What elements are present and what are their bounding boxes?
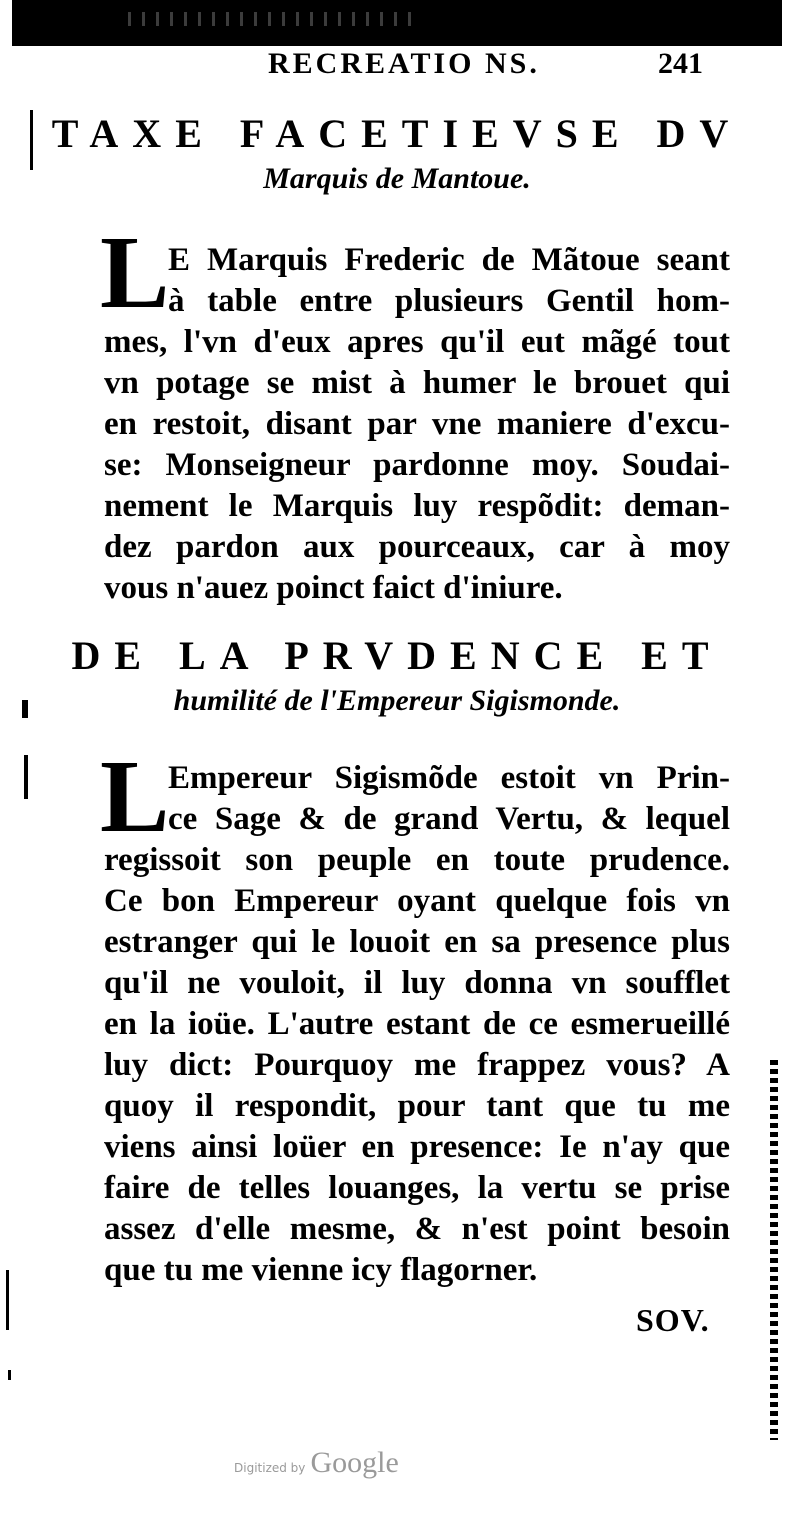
page-number: 241 — [658, 47, 703, 80]
text-line: dez pardon aux pourceaux, car à moy — [104, 529, 730, 565]
text-line: en restoit, disant par vne maniere d'excu- — [104, 406, 730, 442]
drop-capital: L — [100, 215, 170, 330]
scan-top-border — [12, 0, 782, 46]
margin-scan-mark — [30, 110, 33, 170]
text-line: quoy il respondit, pour tant que tu me — [104, 1088, 730, 1124]
scan-right-edge — [770, 1060, 778, 1440]
text-line: ce Sage & de grand Vertu, & lequel — [168, 801, 730, 837]
text-line: Empereur Sigismõde estoit vn Prin- — [168, 760, 730, 796]
section-subheading: humilité de l'Empereur Sigismonde. — [173, 684, 621, 717]
text-line: qu'il ne vouloit, il luy donna vn soufflet — [104, 965, 730, 1001]
text-line: faire de telles louanges, la vertu se prise — [104, 1170, 730, 1206]
running-title: RECREATIO NS. — [268, 47, 540, 80]
text-line: regissoit son peuple en toute prudence. — [104, 842, 730, 878]
catchword: SOV. — [636, 1302, 710, 1338]
section-heading: TAXE FACETIEVSE DV — [51, 111, 743, 156]
margin-scan-mark — [6, 1270, 9, 1330]
drop-capital: L — [100, 739, 170, 854]
text-line: viens ainsi loüer en presence: Ie n'ay que — [104, 1129, 730, 1165]
digitized-watermark — [234, 1446, 399, 1480]
watermark-brand: Google — [310, 1446, 399, 1479]
text-line: se: Monseigneur pardonne moy. Soudai- — [104, 447, 730, 483]
text-line: E Marquis Frederic de Mãtoue seant — [168, 242, 730, 278]
section-heading: DE LA PRVDENCE ET — [71, 633, 723, 678]
paragraph — [104, 758, 730, 1291]
text-line: assez d'elle mesme, & n'est point besoin — [104, 1211, 730, 1247]
text-line: que tu me vienne icy flagorner. — [104, 1252, 538, 1288]
scan-noise — [122, 12, 422, 26]
text-line: à table entre plusieurs Gentil hom- — [168, 283, 730, 319]
section-subheading: Marquis de Mantoue. — [263, 162, 531, 195]
margin-scan-mark — [8, 1370, 11, 1380]
text-line: mes, l'vn d'eux apres qu'il eut mãgé tout — [104, 324, 730, 360]
paragraph — [104, 240, 730, 609]
margin-scan-mark — [24, 755, 28, 799]
text-line: vous n'auez poinct faict d'iniure. — [104, 570, 563, 606]
text-line: nement le Marquis luy respõdit: deman- — [104, 488, 730, 524]
text-line: estranger qui le louoit en sa presence plus — [104, 924, 730, 960]
margin-scan-mark — [22, 700, 28, 718]
text-line: luy dict: Pourquoy me frappez vous? A — [104, 1047, 730, 1083]
text-line: Ce bon Empereur oyant quelque fois vn — [104, 883, 730, 919]
watermark-prefix: Digitized by — [234, 1461, 306, 1475]
text-line: vn potage se mist à humer le brouet qui — [104, 365, 730, 401]
text-line: en la ioüe. L'autre estant de ce esmerueillé — [104, 1006, 730, 1042]
running-head — [0, 44, 794, 84]
